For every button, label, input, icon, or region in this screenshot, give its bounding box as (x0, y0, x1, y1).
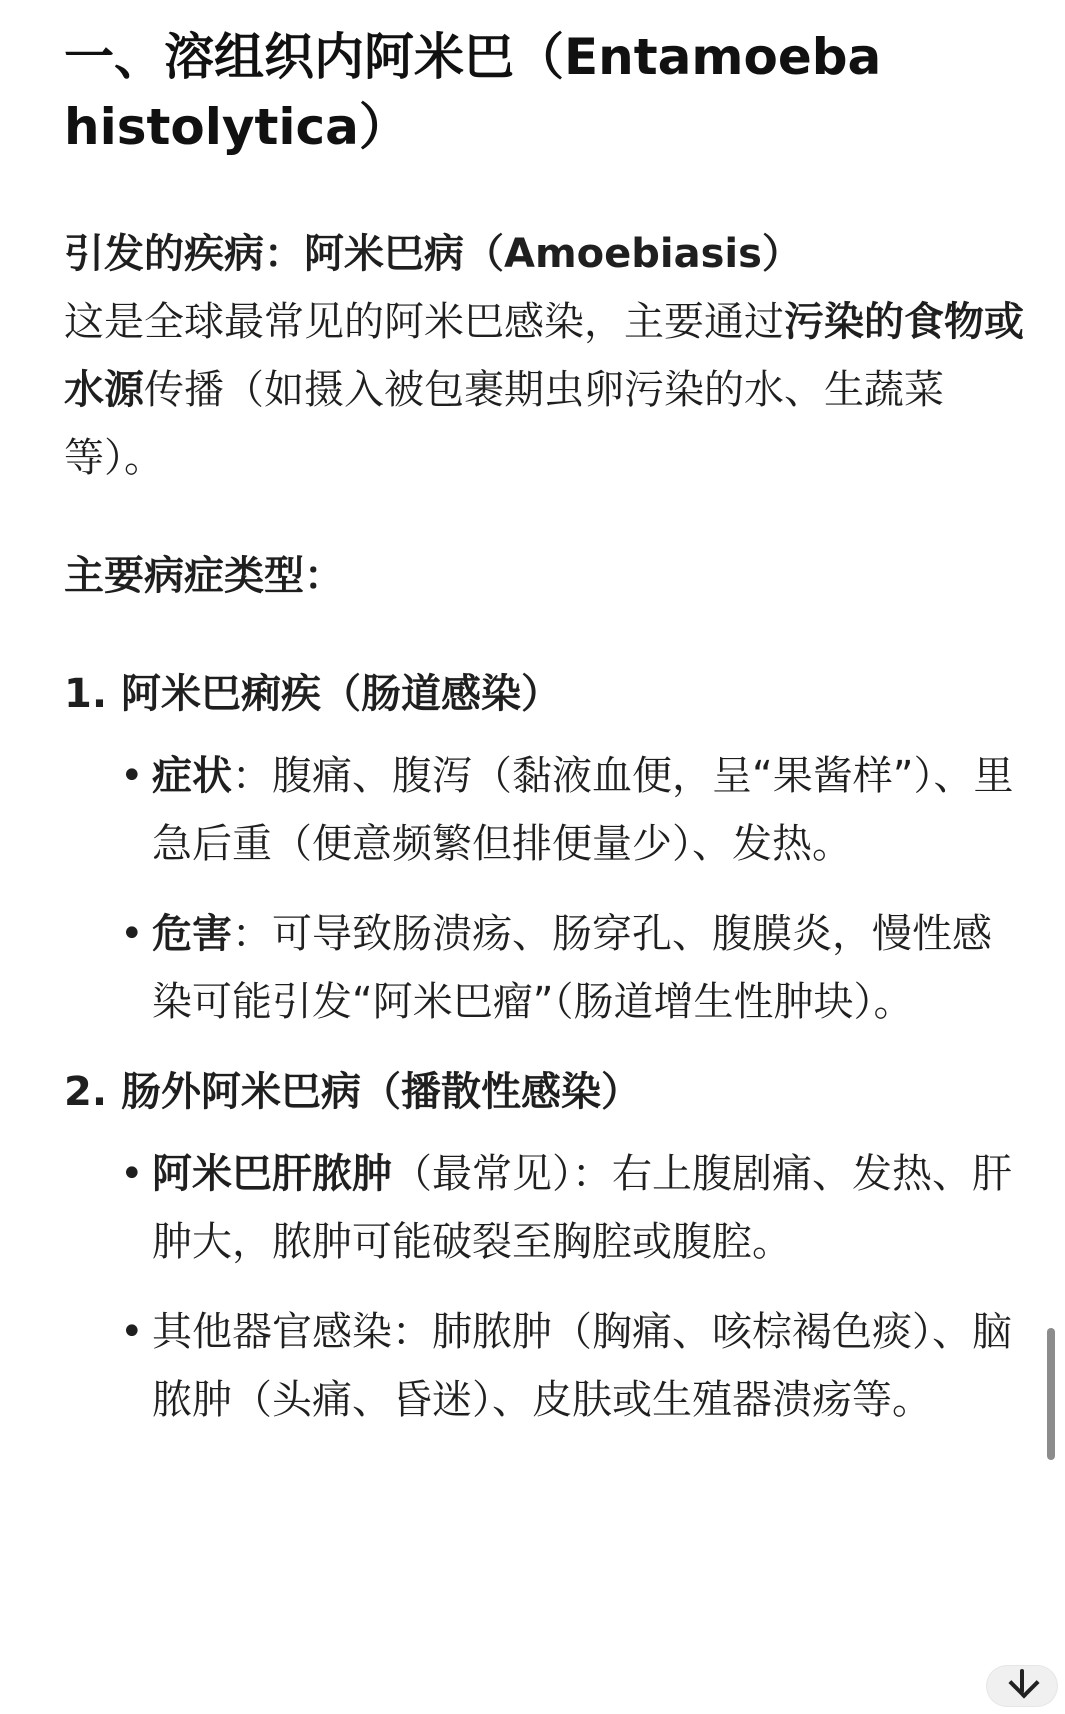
spacer (64, 1126, 1024, 1140)
type-2-list (64, 1140, 1024, 1434)
scroll-down-button[interactable] (987, 1666, 1057, 1706)
list-item (64, 1140, 1024, 1276)
bullet: • (120, 911, 144, 957)
disease-desc-bold: 污染的食物或水源 (64, 299, 1024, 413)
item-label: 症状 (152, 753, 232, 799)
type-2-title-text: 2. 肠外阿米巴病（播散性感染） (64, 1069, 641, 1115)
disease-heading (64, 220, 1024, 288)
article-title: 一、溶组织内阿米巴（Entamoeba histolytica） (64, 28, 882, 156)
list-item (64, 1298, 1024, 1434)
type-1-title (64, 660, 1024, 728)
list-item (64, 742, 1024, 878)
spacer (64, 728, 1024, 742)
type-1-title-text: 1. 阿米巴痢疾（肠道感染） (64, 671, 561, 717)
spacer (64, 1036, 1024, 1058)
spacer (64, 492, 1024, 542)
spacer (64, 1276, 1024, 1298)
item-text: （最常见）：右上腹剧痛、发热、肝肿大，脓肿可能破裂至胸腔或腹腔。 (152, 1151, 1012, 1265)
item-text: 其他器官感染：肺脓肿（胸痛、咳棕褐色痰）、脑脓肿（头痛、昏迷）、皮肤或生殖器溃疡等。 (152, 1309, 1012, 1423)
item-text: ：可导致肠溃疡、肠穿孔、腹膜炎，慢性感染可能引发“阿米巴瘤”（肠道增生性肿块）。 (152, 911, 992, 1025)
item-label: 阿米巴肝脓肿 (152, 1151, 392, 1197)
disease-label: 引发的疾病：阿米巴病（Amoebiasis） (64, 231, 802, 277)
disease-desc-suffix: 传播（如摄入被包裹期虫卵污染的水、生蔬菜等）。 (64, 367, 944, 481)
item-text: ：腹痛、腹泻（黏液血便，呈“果酱样”）、里急后重（便意频繁但排便量少）、发热。 (152, 753, 1014, 867)
spacer (64, 162, 1024, 220)
spacer (64, 878, 1024, 900)
disease-desc-prefix: 这是全球最常见的阿米巴感染，主要通过 (64, 299, 784, 345)
list-item (64, 900, 1024, 1036)
bottom-fade (0, 1644, 1065, 1714)
bullet: • (120, 1151, 144, 1197)
item-label: 危害 (152, 911, 232, 957)
disease-description (64, 288, 1024, 492)
types-title: 主要病症类型： (64, 553, 344, 599)
scrollbar[interactable] (1047, 1328, 1055, 1460)
arrow-down-icon (1008, 1667, 1039, 1698)
bullet: • (120, 753, 144, 799)
type-2-title (64, 1058, 1024, 1126)
type-1-list (64, 742, 1024, 1036)
bullet: • (120, 1309, 144, 1355)
spacer (64, 610, 1024, 660)
article (64, 22, 1024, 1434)
